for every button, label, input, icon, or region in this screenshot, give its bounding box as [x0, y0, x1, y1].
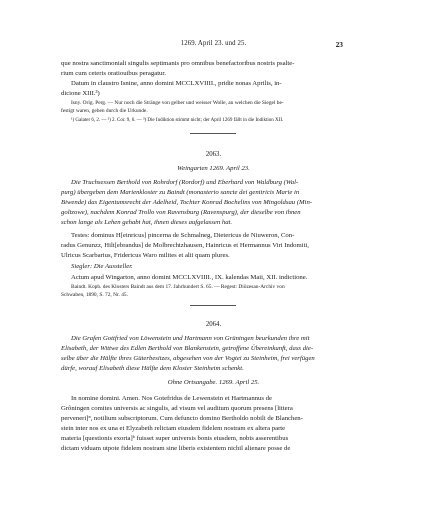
- document-number-2063: 2063.: [205, 151, 222, 158]
- running-header-title: 1269. April 23. und 25.: [180, 40, 247, 47]
- body-text-line: rium cum ceteris oratiouibus peragatur.: [61, 70, 166, 77]
- regest-line: Elisabeth, der Wittwe des Edlen Berthold von Blankenstein, getroffene Übereinkunft, dass die-: [61, 345, 314, 352]
- actum-line: Actum apud Wingarton, anno domini MCCLXVIIII., IX. kalendas Maii, XII. indictione.: [71, 274, 308, 281]
- regest-line: schon lange als Lehen gehabt hat, ihnen dieses aufgelassen hat.: [61, 219, 233, 226]
- page-number: 23: [335, 40, 343, 49]
- body-text-line: dictam viduam utpote fidelem nostram sine liberis existentem nichil alienare posse de: [61, 445, 291, 452]
- body-text-line: Grôningen comites universis ac singulis, ad visum vel auditum quorum presens [littera: [61, 405, 293, 412]
- place-date-2063: Weingarten 1269. April 23.: [177, 165, 250, 172]
- footnote-line: ¹) Galater 6, 2. — ²) 2. Cor. 9, 6. — ³) Die Indiktion stimmt nicht; der April 1269 fällt in die Indiktion XII.: [71, 118, 284, 123]
- body-text-line: materia [questionis exorta]ᵇ fuisset super universis bonis eiusdem, nobis asserentibus: [61, 435, 289, 442]
- regest-line: dürfe, worauf Elisabeth diese Hälfte dem Kloster Steinheim schenkt.: [61, 365, 244, 372]
- body-text-line: perveneri]ⁿ, notilium subscriptorum. Cum defuncto domino Bertholdo nobili de Blanchen-: [61, 415, 303, 422]
- body-text-line: Datum in claustro Isnine, anno domini MCCLXVIIII., pridie nonas Aprilis, in-: [71, 80, 282, 87]
- body-text-line: stein inter nos ex una et Elyzabeth relictam eiusdem fidelem nostram ex altera parte: [61, 425, 286, 432]
- section-divider: [190, 133, 236, 134]
- regest-line: purg) übergeben dem Marienkloster zu Baindt (monasterio sancte dei genitricis Marie in: [61, 189, 300, 196]
- siegler-line: Siegler: Die Aussteller.: [71, 263, 133, 270]
- testes-line: radus Genunzz, Hilt[ebrandus] de Molbrechtzhausen, Hainricus et Hermannus Viri Indomiti,: [61, 242, 309, 249]
- testes-line: Ulricus Scarbarius, Fridericus Waro milites et alii quam plures.: [61, 252, 230, 259]
- source-note-line: Baindt. Kopb. des Klosters Baindt aus dem 17. Jahrhundert S. 65. — Regest: Diözesan-Archiv von: [71, 284, 285, 290]
- body-text-line: In nomine domini. Amen. Nos Gotefridus de Lewenstein et Hartmannus de: [71, 395, 272, 402]
- source-note-line: festigt waren, geben durch die Urkunde.: [61, 108, 148, 114]
- source-note-line: Isny. Orig. Perg. — Nur noch die Stränge von gelber und weisser Wolle, an welchen die Siegel be-: [71, 100, 284, 106]
- place-date-2064: Ohne Ortsangabe. 1269. April 25.: [167, 379, 260, 386]
- regest-line: Die Truchsessen Berthold von Rohrdorf (Rordorf) und Eberhard von Waldburg (Wal-: [71, 179, 299, 186]
- regest-line: selbe über die Hälfte ihres Güterbesitzes, abgesehen von der Vogtei zu Steinheim, frei verfügen: [61, 355, 315, 362]
- body-text-line: dicione XIII.³): [61, 90, 100, 97]
- body-text-line: que nostra sanctimoniali singulis septimanis pro omnibus benefactoribus nostris psalte-: [61, 60, 295, 67]
- source-note-line: Schwaben, 1890, S. 72, Nr. 45.: [61, 292, 128, 298]
- regest-line: goltzowe), nachdem Konrad Trollo von Ravensburg (Ravenspurg), der dieselbe von ihnen: [61, 209, 301, 216]
- document-number-2064: 2064.: [205, 321, 222, 328]
- section-divider: [190, 305, 236, 306]
- regest-line: Biwende) das Eigentumsrecht der Adelheid, Tochter Konrad Bochelins von Mingoldsau (Min-: [61, 199, 313, 206]
- regest-line: Die Grafen Gottfried von Löwenstein und Hartmann von Grüningen beurkunden ihre mit: [71, 335, 310, 342]
- testes-line: Testes: dominus H[einricus] pincerna de Schmalneg, Dietericus de Niuweron, Con-: [71, 232, 295, 239]
